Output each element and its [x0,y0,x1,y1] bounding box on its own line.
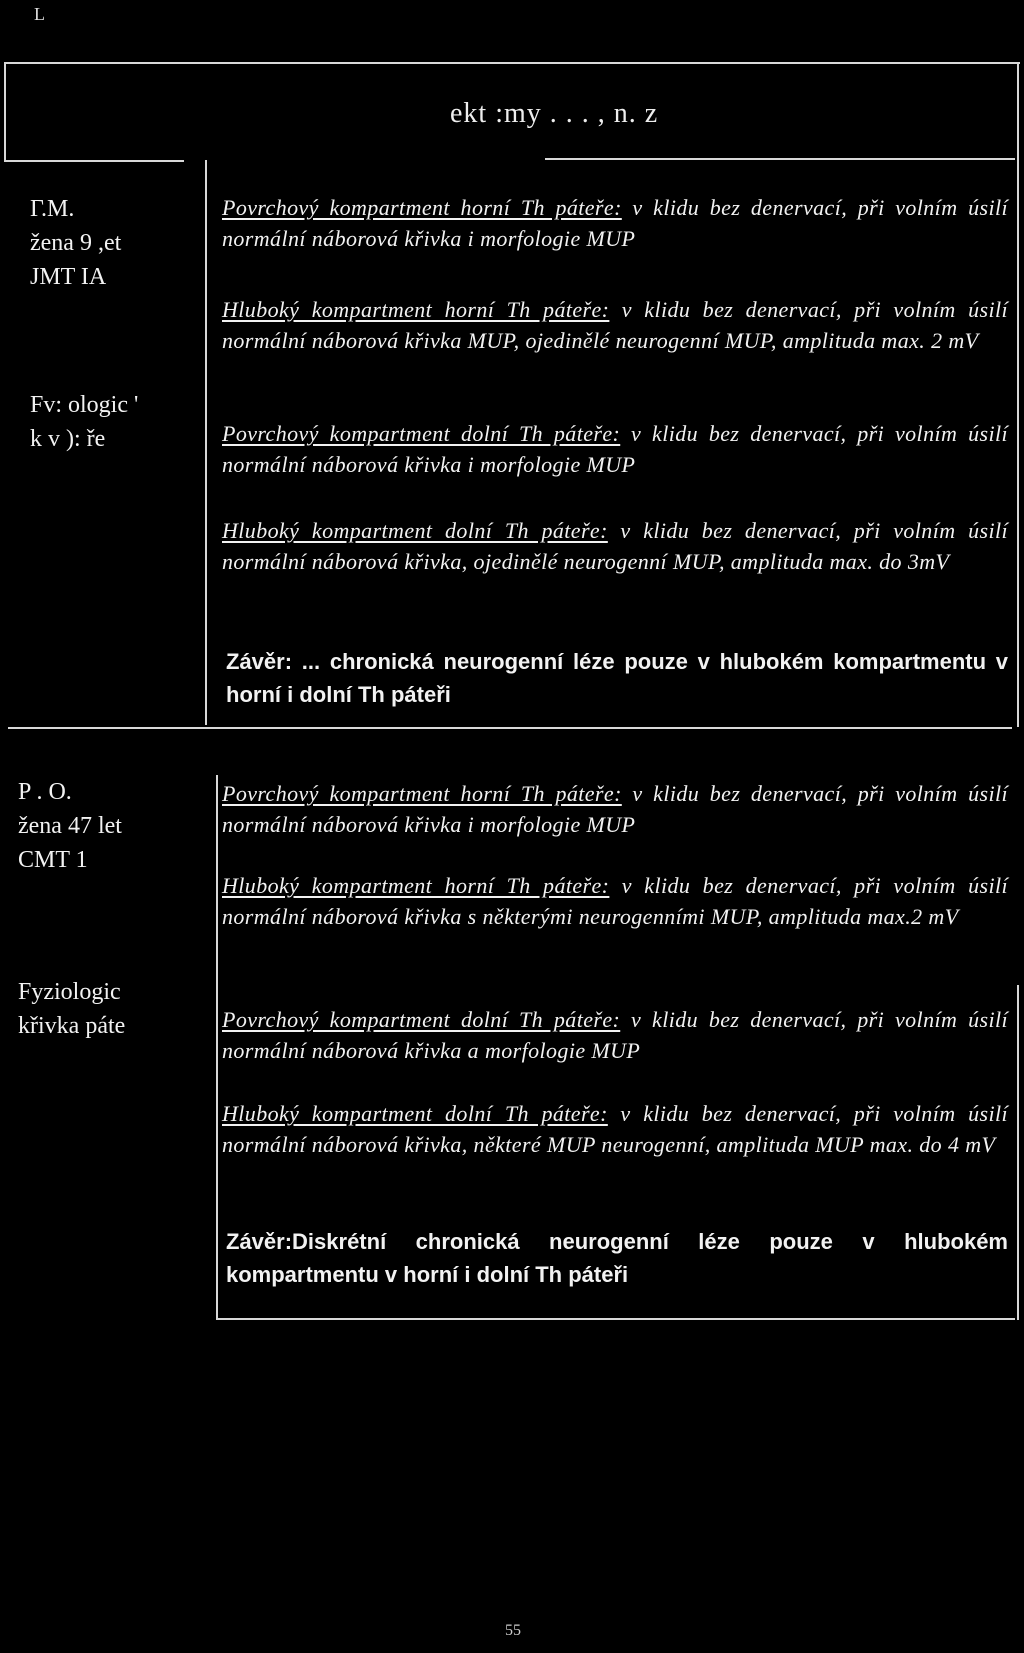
p1-finding-4 [222,515,1008,577]
p1-finding-2-title: Hluboký kompartment horní Th páteře: [222,297,610,322]
p1-finding-4-title: Hluboký kompartment dolní Th páteře: [222,518,608,543]
p1-conclusion: Závěr: ... chronická neurogenní léze pouze v hlubokém kompartmentu v horní i dolní Th páteři [226,649,1008,707]
p1-finding-2 [222,294,1008,356]
p2-conclusion: Závěr:Diskrétní chronická neurogenní léze pouze v hlubokém kompartmentu v horní i dolní Th páteři [226,1229,1008,1287]
patient-2-initials: P . O. [18,779,72,805]
table-header-title: ekt :my . . . , n. z [450,98,659,129]
patient-1-sex-age: žena 9 ,et [30,230,122,256]
patient-2-sex-age: žena 47 let [18,813,122,839]
table-top-border [4,62,1020,64]
p2-finding-1-text: v klidu bez denervací, při volním úsilí normální náborová křivka i morfologie MUP [222,781,1008,837]
p2-finding-3 [222,1004,1008,1066]
patient-2-spine-line2: křivka páte [18,1013,126,1039]
patient-1-initials: Γ.M. [30,196,75,222]
patient-2-spine-line1: Fyziologic [18,979,121,1005]
patient-1-spine-line2: k v ): ře [30,426,106,452]
row2-right-border [1017,985,1019,1320]
p2-finding-2-text: v klidu bez denervací, při volním úsilí normální náborová křivka s některými neurogenními MUP, amplituda max.2 mV [222,873,1008,929]
column-divider-2 [216,775,218,1320]
p1-finding-3-title: Povrchový kompartment dolní Th páteře: [222,421,621,446]
p2-finding-4-title: Hluboký kompartment dolní Th páteře: [222,1101,608,1126]
row-divider [8,727,1012,729]
header-divider-left [4,160,184,162]
p2-finding-1-title: Povrchový kompartment horní Th páteře: [222,781,622,806]
p2-finding-2 [222,870,1008,932]
patient-1-spine [30,388,138,456]
table-bottom-border [216,1318,1015,1320]
patient-1-info [30,192,121,294]
header-divider-right [545,158,1015,160]
p1-finding-3-text: v klidu bez denervací, při volním úsilí normální náborová křivka i morfologie MUP [222,421,1008,477]
patient-1-diagnosis: JMT IA [30,264,107,290]
top-mark: L [34,4,45,24]
p2-finding-1 [222,778,1008,840]
p2-finding-4-text: v klidu bez denervací, při volním úsilí normální náborová křivka, některé MUP neurogenní, amplituda MUP max. do 4 mV [222,1101,1009,1157]
table-left-border [4,62,6,162]
page-number: 55 [505,1622,521,1639]
p2-finding-3-title: Povrchový kompartment dolní Th páteře: [222,1007,621,1032]
p2-finding-3-text: v klidu bez denervací, při volním úsilí normální náborová křivka a morfologie MUP [222,1007,1008,1063]
table-right-border [1017,62,1019,162]
column-divider-1 [205,160,207,725]
p2-finding-4 [222,1098,1008,1160]
p1-finding-1-text: v klidu bez denervací, při volním úsilí normální náborová křivka i morfologie MUP [222,195,1008,251]
p1-finding-1-title: Povrchový kompartment horní Th páteře: [222,195,622,220]
p2-finding-2-title: Hluboký kompartment horní Th páteře: [222,873,610,898]
p1-finding-3 [222,418,1008,480]
patient-1-spine-line1: Fv: ologic ' [30,392,139,418]
p1-finding-4-text: v klidu bez denervací, při volním úsilí normální náborová křivka, ojedinělé neurogenní MUP, amplituda max. do 3mV [222,518,1009,574]
p1-finding-1 [222,192,1008,254]
patient-2-spine [18,975,125,1043]
patient-2-info [18,775,122,877]
p1-finding-2-text: v klidu bez denervací, při volním úsilí normální náborová křivka MUP, ojedinělé neurogenní MUP, amplituda max. 2 mV [222,297,1008,353]
patient-2-diagnosis: CMT 1 [18,847,88,873]
row1-right-border [1017,160,1019,727]
